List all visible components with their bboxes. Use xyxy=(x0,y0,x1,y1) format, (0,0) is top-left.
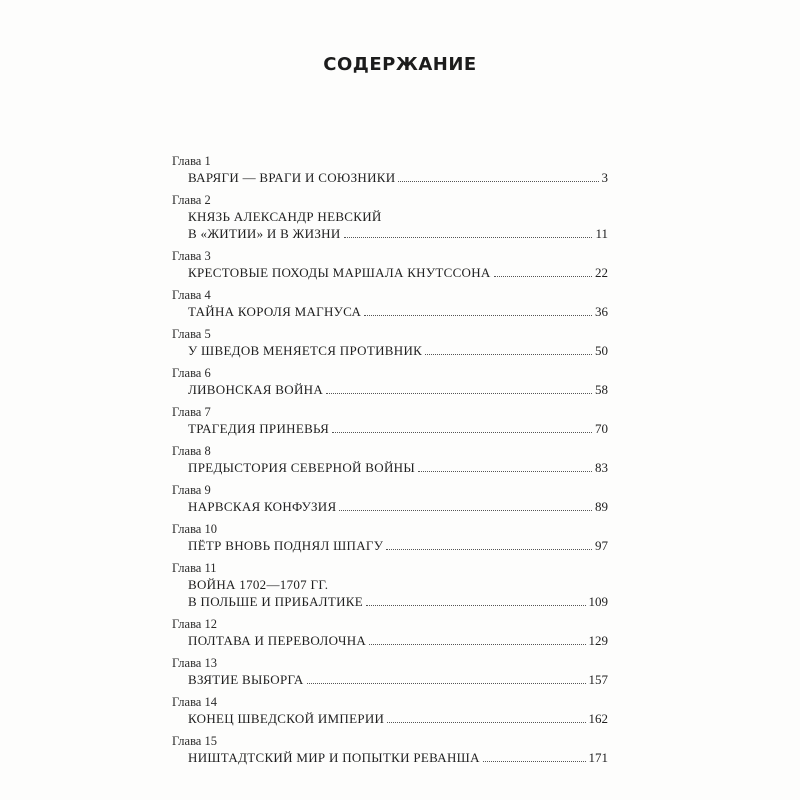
chapter-title: ЛИВОНСКАЯ ВОЙНА xyxy=(188,382,324,397)
chapter-title: НИШТАДТСКИЙ МИР И ПОПЫТКИ РЕВАНША xyxy=(188,750,480,765)
chapter-title: ПОЛТАВА И ПЕРЕВОЛОЧНА xyxy=(188,633,367,648)
chapter-title: ВАРЯГИ — ВРАГИ И СОЮЗНИКИ xyxy=(188,170,396,185)
chapter-title: ТРАГЕДИЯ ПРИНЕВЬЯ xyxy=(188,421,330,436)
chapter-title-row xyxy=(172,710,608,727)
dot-leader xyxy=(387,721,585,723)
dot-leader xyxy=(339,509,592,511)
chapter-number: Глава 9 xyxy=(172,483,211,497)
toc-entry[interactable] xyxy=(172,482,608,515)
chapter-title: В ПОЛЬШЕ И ПРИБАЛТИКЕ xyxy=(188,594,364,609)
chapter-title-line: ВОЙНА 1702—1707 ГГ. xyxy=(188,577,329,592)
page-number: 70 xyxy=(595,421,608,436)
chapter-number: Глава 15 xyxy=(172,734,217,748)
chapter-title-row xyxy=(172,537,608,554)
chapter-title: ТАЙНА КОРОЛЯ МАГНУСА xyxy=(188,304,362,319)
page-number: 3 xyxy=(601,170,608,185)
chapter-title-row xyxy=(172,632,608,649)
chapter-number: Глава 3 xyxy=(172,249,211,263)
chapter-number: Глава 13 xyxy=(172,656,217,670)
page-number: 11 xyxy=(595,226,608,241)
toc-entry[interactable] xyxy=(172,521,608,554)
toc-entry[interactable] xyxy=(172,287,608,320)
chapter-number: Глава 1 xyxy=(172,154,211,168)
dot-leader xyxy=(332,431,592,433)
chapter-number: Глава 2 xyxy=(172,193,211,207)
dot-leader xyxy=(369,643,585,645)
dot-leader xyxy=(326,392,592,394)
page-number: 22 xyxy=(595,265,608,280)
dot-leader xyxy=(344,236,593,238)
toc-entry[interactable] xyxy=(172,365,608,398)
toc-entry[interactable] xyxy=(172,153,608,186)
page-number: 171 xyxy=(588,750,608,765)
toc-entry[interactable] xyxy=(172,404,608,437)
chapter-title-row xyxy=(172,381,608,398)
toc-entry[interactable] xyxy=(172,192,608,242)
dot-leader xyxy=(425,353,592,355)
page-number: 58 xyxy=(595,382,608,397)
toc-entry[interactable] xyxy=(172,616,608,649)
toc-entry[interactable] xyxy=(172,560,608,610)
dot-leader xyxy=(364,314,592,316)
dot-leader xyxy=(366,604,585,606)
page-number: 89 xyxy=(595,499,608,514)
chapter-number: Глава 12 xyxy=(172,617,217,631)
chapter-title-row xyxy=(172,225,608,242)
page-number: 36 xyxy=(595,304,608,319)
chapter-number: Глава 14 xyxy=(172,695,217,709)
chapter-title: ПРЕДЫСТОРИЯ СЕВЕРНОЙ ВОЙНЫ xyxy=(188,460,415,475)
page-number: 162 xyxy=(588,711,608,726)
chapter-title-row xyxy=(172,169,608,186)
page-number: 157 xyxy=(588,672,608,687)
dot-leader xyxy=(398,180,598,182)
toc-entry[interactable] xyxy=(172,326,608,359)
chapter-number: Глава 8 xyxy=(172,444,211,458)
dot-leader xyxy=(307,682,586,684)
chapter-title-row xyxy=(172,749,608,766)
toc-entry[interactable] xyxy=(172,248,608,281)
dot-leader xyxy=(386,548,592,550)
chapter-title-row xyxy=(172,303,608,320)
page-number: 109 xyxy=(588,594,608,609)
chapter-number: Глава 5 xyxy=(172,327,211,341)
dot-leader xyxy=(418,470,592,472)
dot-leader xyxy=(494,275,592,277)
chapter-title-row xyxy=(172,420,608,437)
chapter-title: КРЕСТОВЫЕ ПОХОДЫ МАРШАЛА КНУТССОНА xyxy=(188,265,491,280)
page-number: 83 xyxy=(595,460,608,475)
toc-entry[interactable] xyxy=(172,655,608,688)
chapter-title-row xyxy=(172,459,608,476)
toc-entry[interactable] xyxy=(172,733,608,766)
page-number: 129 xyxy=(588,633,608,648)
page-number: 97 xyxy=(595,538,608,553)
chapter-number: Глава 7 xyxy=(172,405,211,419)
chapter-title: КОНЕЦ ШВЕДСКОЙ ИМПЕРИИ xyxy=(188,711,385,726)
chapter-title-row xyxy=(172,671,608,688)
chapter-title-row xyxy=(172,264,608,281)
page-number: 50 xyxy=(595,343,608,358)
chapter-number: Глава 4 xyxy=(172,288,211,302)
dot-leader xyxy=(483,760,586,762)
toc-entry[interactable] xyxy=(172,443,608,476)
toc-entry[interactable] xyxy=(172,694,608,727)
chapter-title: ПЁТР ВНОВЬ ПОДНЯЛ ШПАГУ xyxy=(188,538,384,553)
chapter-number: Глава 6 xyxy=(172,366,211,380)
chapter-title: В «ЖИТИИ» И В ЖИЗНИ xyxy=(188,226,341,241)
chapter-title-row xyxy=(172,498,608,515)
chapter-title-line: КНЯЗЬ АЛЕКСАНДР НЕВСКИЙ xyxy=(188,209,382,224)
chapter-title-row xyxy=(172,593,608,610)
chapter-title-row xyxy=(172,342,608,359)
chapter-title: У ШВЕДОВ МЕНЯЕТСЯ ПРОТИВНИК xyxy=(188,343,423,358)
chapter-title: ВЗЯТИЕ ВЫБОРГА xyxy=(188,672,304,687)
chapter-number: Глава 10 xyxy=(172,522,217,536)
page-title: СОДЕРЖАНИЕ xyxy=(323,54,477,75)
chapter-number: Глава 11 xyxy=(172,561,217,575)
chapter-title: НАРВСКАЯ КОНФУЗИЯ xyxy=(188,499,337,514)
table-of-contents xyxy=(172,153,608,772)
